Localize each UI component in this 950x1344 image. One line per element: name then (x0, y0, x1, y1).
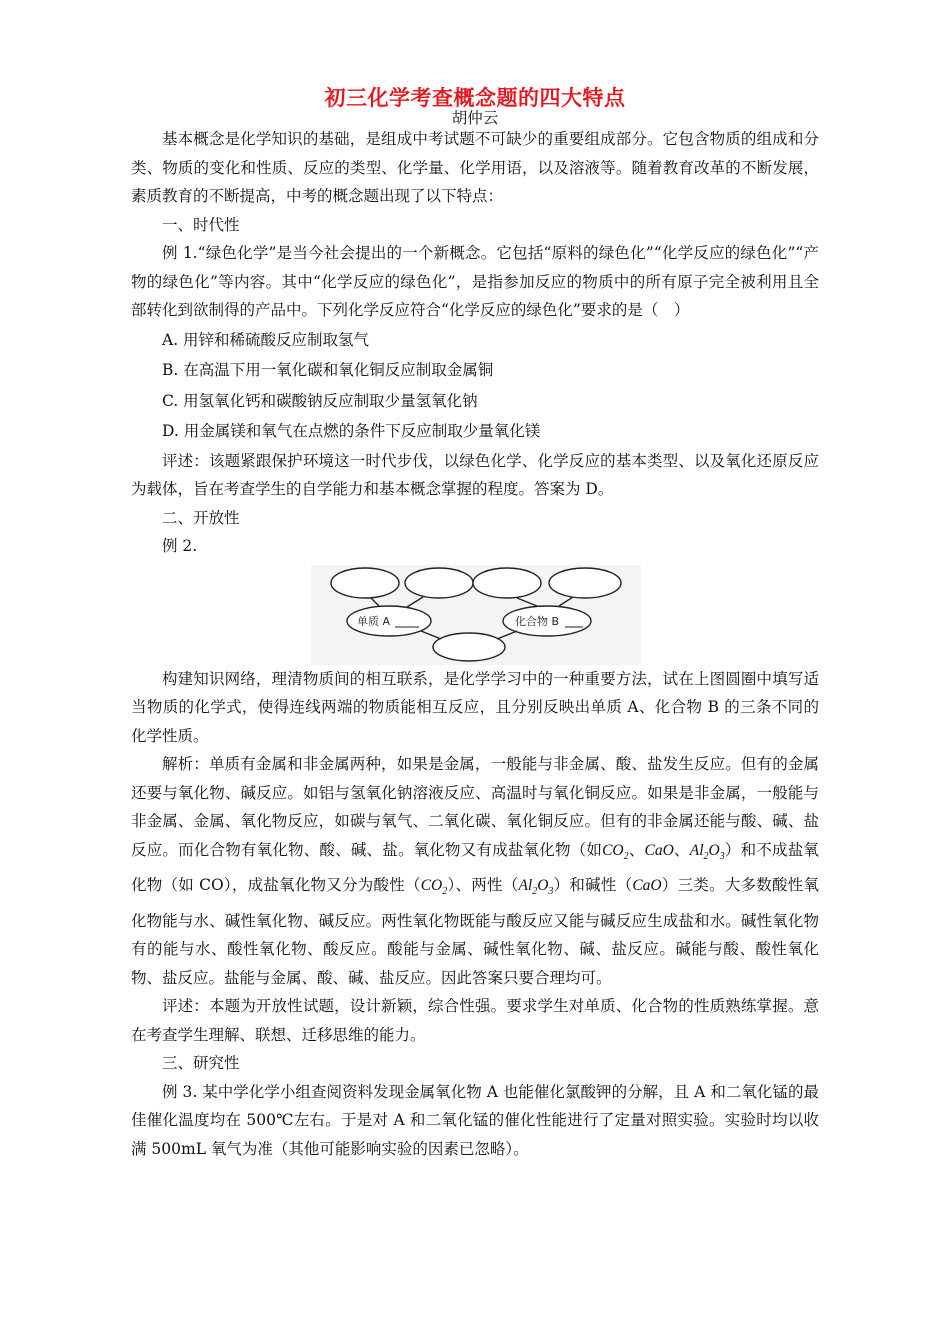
comment-2: 评述：本题为开放性试题，设计新颖，综合性强。要求学生对单质、化合物的性质熟练掌握。意在考查学生理解、联想、迁移思维的能力。 (131, 997, 819, 1044)
analysis-part-b: 和不成盐氧化物（如 CO），成盐氧化物又分为酸性（ (131, 840, 819, 895)
section-heading-1: 一、时代性 (162, 215, 240, 234)
analysis-part-a: 解析：单质有金属和非金属两种，如果是金属，一般能与非金属、酸、盐发生反应。但有的金属还要与氧化物、碱反应。如铝与氢氧化钠溶液反应、高温时与氧化铜反应。如果是非金属，一般能与非金属、金属、氧化物反应，如碳与氧气、二氧化碳、氧化铜反应。但有的非金属还能与酸、碱、盐反应。而化合物有氧化物、酸、碱、盐。氧化物又有成盐氧化物（如 (131, 755, 819, 859)
document-title: 初三化学考查概念题的四大特点 (324, 85, 626, 110)
blank-circle-bottom (433, 633, 505, 661)
element-a-label: 单质 A (357, 614, 391, 628)
blank-circle-2 (405, 568, 473, 598)
example-1: 例 1.“绿色化学”是当今社会提出的一个新概念。它包括“原料的绿色化”“化学反应的绿色化”“产物的绿色化”等内容。其中“化学反应的绿色化”，是指参加反应的物质中的所有原子完全被利用且全部转化到欲制得的产品中。下列化学反应符合“化学反应的绿色化”要求的是（ ） (131, 244, 819, 319)
section-heading-2: 二、开放性 (162, 508, 240, 527)
option-d: D. 用金属镁和氧气在点燃的条件下反应制取少量氧化镁 (162, 422, 541, 440)
document-body (131, 125, 819, 1163)
blank-circle-1 (331, 568, 399, 598)
example-3: 例 3. 某中学化学小组查阅资料发现金属氧化物 A 也能催化氯酸钾的分解，且 A 和二氧化锰的最佳催化温度均在 500℃左右。于是对 A 和二氧化锰的催化性能进行了定量对照实验。实验时均以收满 500mL 氧气为准（其他可能影响实验的因素已忽略）。 (131, 1082, 819, 1158)
analysis-part-e: ）三类。大多数酸性氧化物能与水、碱性氧化物、碱反应。两性氧化物既能与酸反应又能与碱反应生成盐和水。碱性氧化物有的能与水、酸性氧化物、酸反应。酸能与金属、碱性氧化物、碱、盐反应。碱能与酸、酸性氧化物、盐反应。盐能与金属、酸、碱、盐反应。因此答案只要合理均可。 (131, 876, 819, 987)
author-name: 胡仲云 (451, 109, 499, 127)
comment-1: 评述：该题紧跟保护环境这一时代步伐，以绿色化学、化学反应的基本类型、以及氧化还原反应为载体，旨在考查学生的自学能力和基本概念掌握的程度。答案为 D。 (131, 451, 819, 498)
compound-b-label: 化合物 B (515, 614, 560, 628)
blank-circle-4 (549, 568, 621, 598)
formula-co2: $CO_2$ (420, 877, 448, 898)
blank-circle-3 (473, 568, 541, 598)
formula-cao: CaO (644, 841, 674, 859)
example-2: 例 2. (162, 537, 198, 555)
formula-cao: CaO (632, 877, 662, 895)
option-b: B. 在高温下用一氧化碳和氧化铜反应制取金属铜 (162, 361, 494, 379)
option-a: A. 用锌和稀硫酸反应制取氢气 (162, 330, 370, 349)
knowledge-network-diagram (311, 565, 641, 665)
analysis-paragraph: 解析：单质有金属和非金属两种，如果是金属，一般能与非金属、酸、盐发生反应。但有的金属还要与氧化物、碱反应。如铝与氢氧化钠溶液反应、高温时与氧化铜反应。如果是非金属，一般能与非金属、金属、氧化物反应，如碳与氧气、二氧化碳、氧化铜反应。但有的非金属还能与酸、碱、盐反应。而化合物有氧化物、酸、碱、盐。氧化物又有成盐氧化物（如$CO_2$、CaO、$Al_2O_3$）和不成盐氧化物（如 CO），成盐氧化物又分为酸性$(CO_2)$、两性$(Al_2O_3)$和碱性（CaO）三类。大多数酸性氧化物能与水、碱性氧化物、碱反应。两性氧化物既能与酸反应又能与碱反应生成盐和水。碱性氧化物有的能与水、酸性氧化物、酸反应。酸能与金属、碱性氧化物、碱、盐反应。碱能与酸、酸性氧化物、盐反应。盐能与金属、酸、碱、盐反应。因此答案只要合理均可。 (131, 755, 819, 987)
intro-paragraph: 基本概念是化学知识的基础，是组成中考试题不可缺少的重要组成部分。它包含物质的组成和分类、物质的变化和性质、反应的类型、化学量、化学用语，以及溶液等。随着教育改革的不断发展，素质教育的不断提高，中考的概念题出现了以下特点： (131, 130, 819, 205)
analysis-part-d: ）和碱性（ (553, 876, 633, 895)
section-heading-3: 三、研究性 (162, 1054, 240, 1073)
formula-al2o3: $Al_2O_3$ (518, 877, 554, 898)
analysis-part-c: ）、两性（ (447, 876, 519, 895)
option-c: C. 用氢氧化钙和碳酸钠反应制取少量氢氧化钠 (162, 391, 478, 410)
example-2-body: 构建知识网络，理清物质间的相互联系，是化学学习中的一种重要方法，试在上图圆圈中填写适当物质的化学式，使得连线两端的物质能相互反应，且分别反映出单质 A、化合物 B 的三条不同的化学性质。 (131, 669, 819, 745)
formula-al2o3: $Al_2O_3$ (689, 841, 725, 862)
formula-co2: $CO_2$ (602, 841, 629, 862)
